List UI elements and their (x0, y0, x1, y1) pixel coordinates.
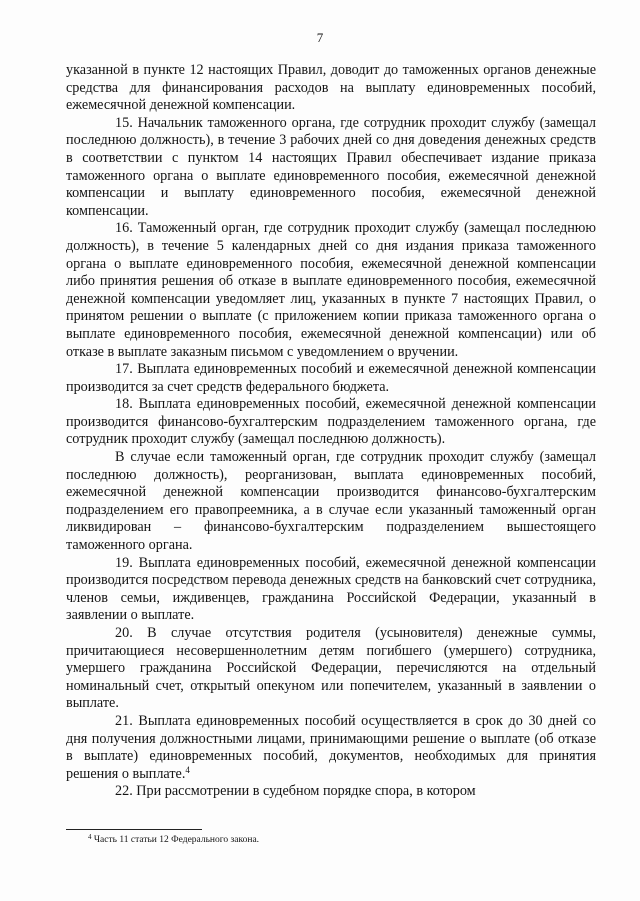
paragraph-20: 20. В случае отсутствия родителя (усыновителя) денежные суммы, причитающиеся несовершеннолетним детям погибшего (умершего) сотрудника, умершего гражданина Российской Федерации, перечисляются на отдельный номинальный счет, открытый опекуном или попечителем, указанный в заявлении о выплате. (66, 625, 596, 712)
document-body (66, 62, 596, 801)
footnote-text: Часть 11 статьи 12 Федерального закона. (93, 835, 260, 845)
footnote-reference[interactable]: 4 (185, 764, 190, 775)
paragraph-15: 15. Начальник таможенного органа, где сотрудник проходит службу (замещал последнюю должность), в течение 3 рабочих дней со дня доведения денежных средств в соответствии с пунктом 14 настоящих Правил обеспечивает издание приказа таможенного органа о выплате единовременного пособия, ежемесячной денежной компенсации и выплату единовременного пособия, ежемесячной денежной компенсации. (66, 114, 596, 219)
paragraph-21 (66, 713, 596, 783)
page-number: 7 (316, 30, 324, 45)
paragraph-18: 18. Выплата единовременных пособий, ежемесячной денежной компенсации производится финансово-бухгалтерским подразделением таможенного органа, где сотрудник проходит службу (замещал последнюю должность). (66, 396, 596, 448)
paragraph-22: 22. При рассмотрении в судебном порядке спора, в котором (115, 783, 476, 800)
paragraph-18-continued: В случае если таможенный орган, где сотрудник проходит службу (замещал последнюю должность), реорганизован, выплата единовременных пособий, ежемесячной денежной компенсации производится финансово-бухгалтерским подразделением его правопреемника, а в случае если указанный таможенный орган ликвидирован – финансово-бухгалтерским подразделением вышестоящего таможенного органа. (66, 449, 596, 554)
paragraph-continuation: указанной в пункте 12 настоящих Правил, доводит до таможенных органов денежные средства для финансирования расходов на выплату единовременных пособий, ежемесячной денежной компенсации. (66, 62, 596, 114)
paragraph-16: 16. Таможенный орган, где сотрудник проходит службу (замещал последнюю должность), в течение 5 календарных дней со дня издания приказа таможенного органа о выплате единовременного пособия, ежемесячной денежной компенсации либо принятия решения об отказе в выплате единовременного пособия, ежемесячной денежной компенсации уведомляет лиц, указанных в пункте 7 настоящих Правил, о принятом решении о выплате (с приложением копии приказа таможенного органа о выплате единовременного пособия, ежемесячной денежной компенсации) или об отказе в выплате заказным письмом с уведомлением о вручении. (66, 220, 596, 360)
footnote (88, 834, 259, 846)
footnote-marker: 4 (88, 833, 92, 841)
paragraph-21-text: 21. Выплата единовременных пособий осуществляется в срок до 30 дней со дня получения должностными лицами, принимающими решение о выплате (об отказе в выплате) единовременных пособий, документов, необходимых для принятия решения о выплате. (66, 712, 596, 782)
paragraph-19: 19. Выплата единовременных пособий, ежемесячной денежной компенсации производится посредством перевода денежных средств на банковский счет сотрудника, членов семьи, иждивенцев, гражданина Российской Федерации, указанный в заявлении о выплате. (66, 554, 596, 624)
footnote-divider (66, 829, 202, 830)
paragraph-17: 17. Выплата единовременных пособий и ежемесячной денежной компенсации производится за счет средств федерального бюджета. (66, 361, 596, 395)
